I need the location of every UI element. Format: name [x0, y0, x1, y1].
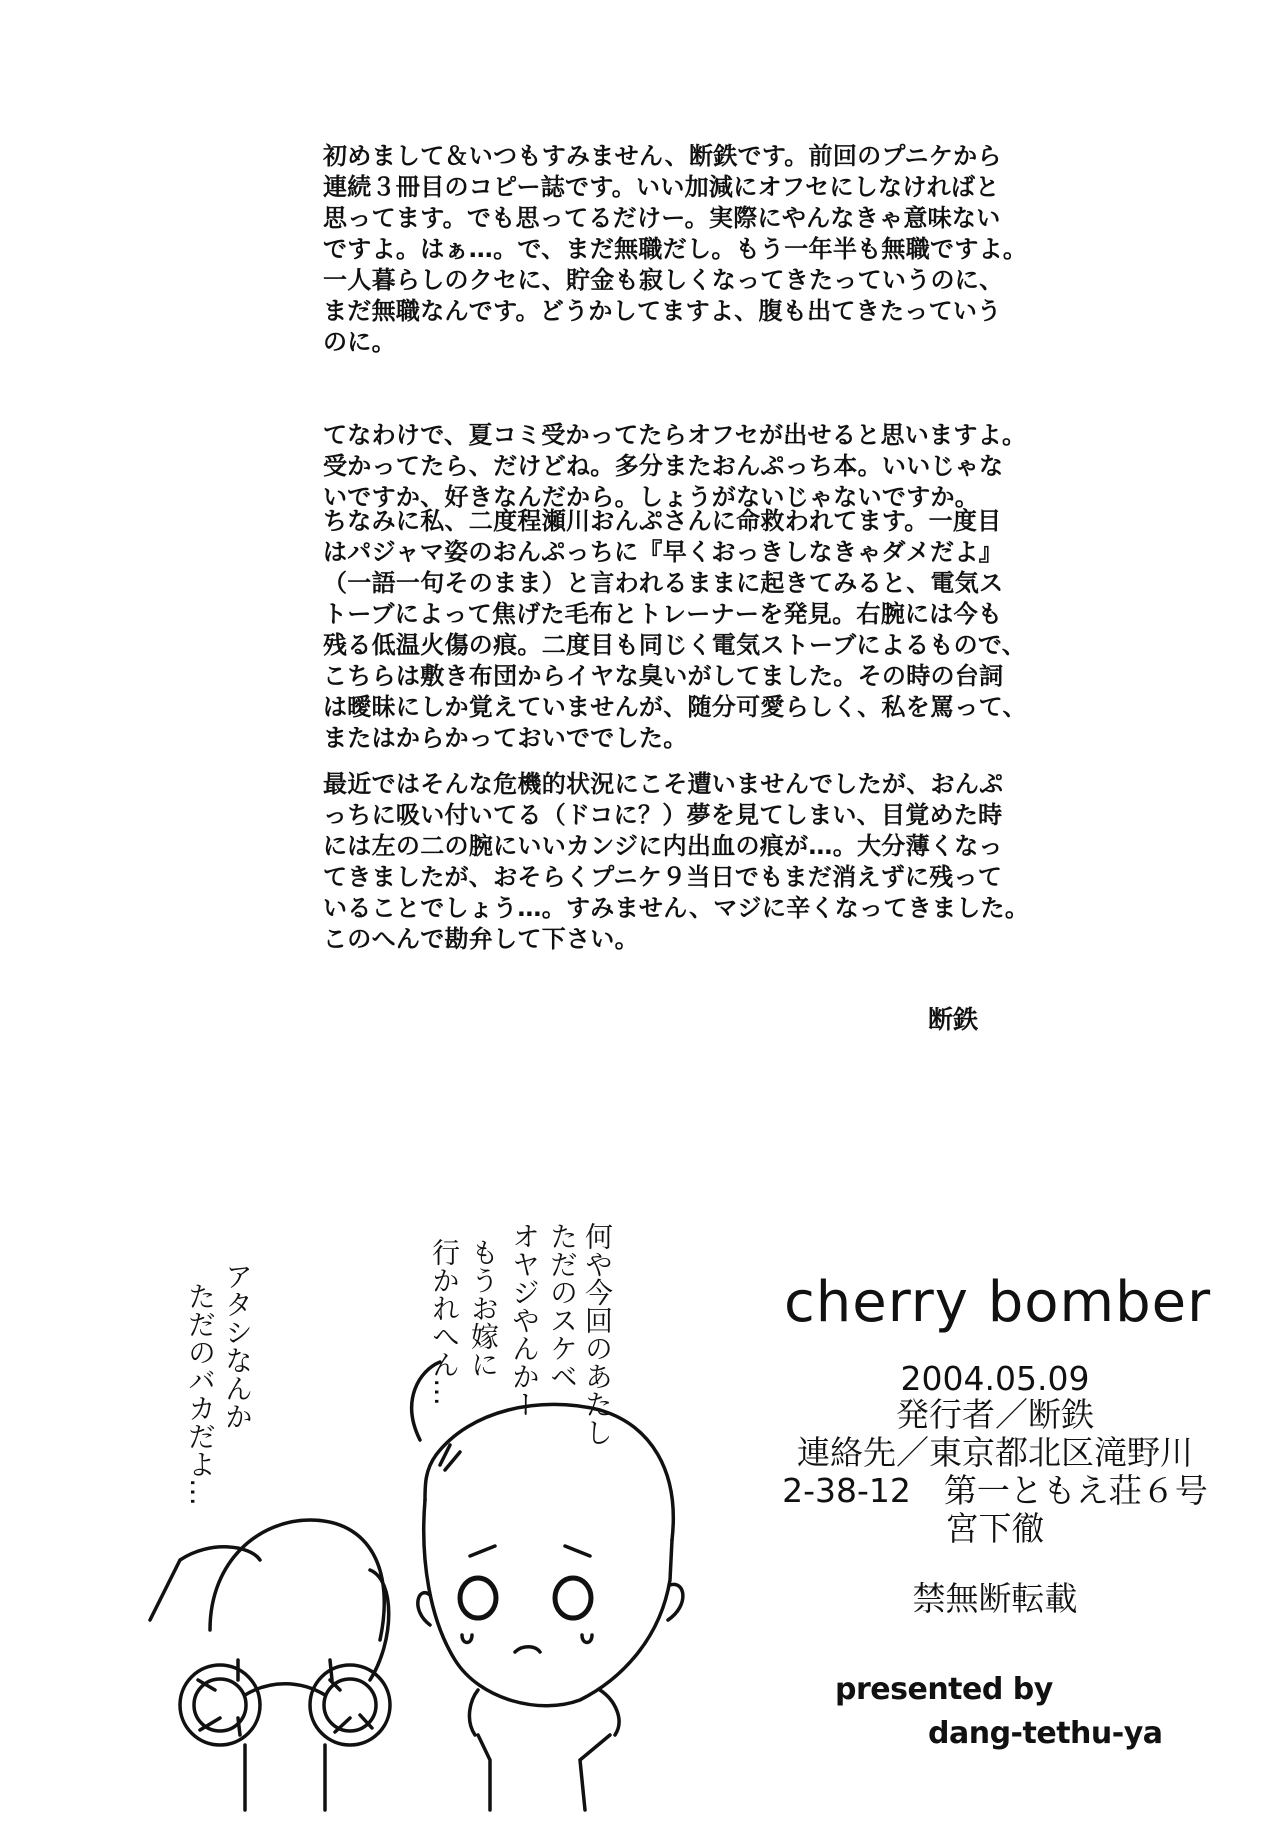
- speech-line: 何や今回のあたし: [581, 1222, 614, 1446]
- text-line: 初めまして＆いつもすみません、断鉄です。前回のプニケから: [323, 142, 1002, 170]
- contact: 連絡先／東京都北区滝野川: [797, 1433, 1193, 1472]
- text-line: ですよ。はぁ…。で、まだ無職だし。もう一年半も無職ですよ。: [323, 235, 1028, 263]
- right-character-drawing: [412, 1362, 683, 1810]
- text-line: 連続３冊目のコピー誌です。いい加減にオフセにしなければと: [323, 173, 1000, 201]
- speech-line: 行かれへん…: [428, 1238, 461, 1406]
- text-line: いですか、好きなんだから。しょうがないじゃないですか。: [323, 483, 980, 511]
- text-line: は曖昧にしか覚えていませんが、随分可愛らしく、私を罵って、: [323, 693, 1027, 721]
- circle-name: dang-tethu-ya: [928, 1716, 1163, 1751]
- text-line: 残る低温火傷の痕。二度目も同じく電気ストーブによるもので、: [323, 631, 1027, 659]
- speech-line: もうお嫁に: [467, 1238, 500, 1378]
- text-line: てなわけで、夏コミ受かってたらオフセが出せると思いますよ。: [323, 421, 1027, 449]
- text-line: っちに吸い付いてる（ドコに？）夢を見てしまい、目覚めた時: [323, 801, 1003, 829]
- speech-line: ただのスケベ: [546, 1222, 579, 1390]
- address: 2-38-12 第一ともえ荘６号: [782, 1471, 1208, 1510]
- signature: 断鉄: [928, 1005, 979, 1034]
- text-line: まだ無職なんです。どうかしてますよ、腹も出てきたっていう: [323, 297, 1002, 325]
- text-line: いることでしょう…。すみません、マジに辛くなってきました。: [323, 894, 1030, 922]
- text-line: はパジャマ姿のおんぷっちに『早くおっきしなきゃダメだよ』: [323, 538, 1003, 566]
- author-name: 宮下徹: [945, 1509, 1045, 1548]
- book-title: cherry bomber: [784, 1270, 1212, 1335]
- presented-by: presented by: [835, 1672, 1053, 1707]
- publisher: 発行者／断鉄: [896, 1395, 1094, 1434]
- left-character-drawing: [150, 1520, 390, 1810]
- publish-date: 2004.05.09: [900, 1359, 1090, 1398]
- speech-line: オヤジやんかー: [508, 1222, 541, 1418]
- text-line: またはからかっておいででした。: [323, 724, 688, 752]
- speech-line: アタシなんか: [221, 1262, 254, 1430]
- text-line: 一人暮らしのクセに、貯金も寂しくなってきたっていうのに、: [323, 266, 1004, 294]
- text-line: 受かってたら、だけどね。多分またおんぷっち本。いいじゃな: [323, 452, 1004, 480]
- text-line: のに。: [323, 328, 396, 356]
- text-line: 最近ではそんな危機的状況にこそ遭いませんでしたが、おんぷ: [323, 770, 1004, 798]
- text-line: こちらは敷き布団からイヤな臭いがしてました。その時の台詞: [323, 662, 1004, 690]
- text-line: には左の二の腕にいいカンジに内出血の痕が…。大分薄くなっ: [323, 832, 1003, 860]
- text-line: （一語一句そのまま）と言われるままに起きてみると、電気ス: [323, 569, 1004, 597]
- text-line: 思ってます。でも思ってるだけー。実際にやんなきゃ意味ない: [323, 204, 1001, 232]
- text-line: トーブによって焦げた毛布とトレーナーを発見。右腕には今も: [323, 600, 1003, 628]
- speech-line: ただのバカだよ…: [184, 1282, 217, 1506]
- text-line: てきましたが、おそらくプニケ９当日でもまだ消えずに残って: [323, 863, 1003, 891]
- text-line: ちなみに私、二度程瀬川おんぷさんに命救われてます。一度目: [323, 507, 1002, 535]
- reprint-notice: 禁無断転載: [912, 1579, 1078, 1618]
- text-line: このへんで勘弁して下さい。: [323, 925, 639, 953]
